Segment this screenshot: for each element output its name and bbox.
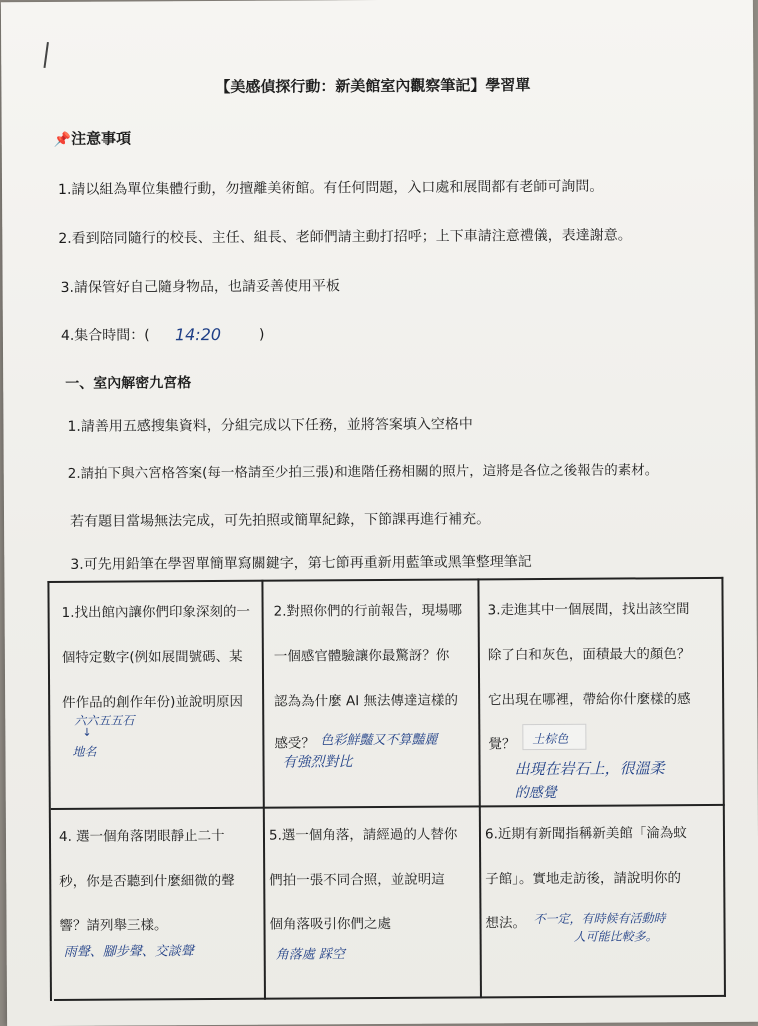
instruction-3: 3.可先用鉛筆在學習單簡單寫關鍵字，第七節再重新用藍筆或黑筆整理筆記	[70, 554, 532, 573]
instruction-2b: 若有題目當場無法完成，可先拍照或簡單紀錄，下節課再進行補充。	[70, 511, 491, 530]
cell-2-line-3: 認為為什麼 AI 無法傳達這樣的	[274, 692, 459, 710]
cell-1-answer-2: 地名	[72, 744, 97, 759]
assembly-time-answer: 14:20	[174, 324, 222, 345]
nine-grid-table	[47, 577, 726, 1001]
grid-cell-2[interactable]	[273, 578, 474, 805]
cell-2-line-4: 感受？	[274, 735, 315, 752]
cell-3-answer-3: 的感覺	[514, 784, 557, 802]
cell-4-line-1: 4. 選一個角落閉眼靜止二十	[58, 827, 225, 845]
pencil-mark	[43, 42, 48, 68]
cell-6-line-2: 子館」。實地走訪後，請說明你的	[485, 870, 682, 888]
instruction-2: 2.請拍下與六宮格答案(每一格請至少拍三張)和進階任務相關的照片，這將是各位之後報告的素材。	[67, 462, 659, 482]
grid-cell-3[interactable]	[487, 577, 720, 804]
cell-2-line-1: 2.對照你們的行前報告，現場哪	[273, 602, 463, 620]
page-title: 【美感偵探行動：新美館室內觀察筆記】學習單	[215, 76, 531, 96]
notes-heading: 📌注意事項	[53, 129, 132, 148]
note-item-4: 4.集合時間：(	[60, 327, 150, 344]
cell-4-answer: 雨聲、腳步聲、交談聲	[63, 944, 194, 960]
worksheet-paper	[1, 0, 758, 1026]
pushpin-icon: 📌	[53, 131, 72, 148]
cell-6-answer-1: 不一定，有時候有活動時	[533, 911, 666, 927]
cell-3-line-1: 3.走進其中一個展間，找出該空間	[487, 601, 690, 619]
cell-1-answer-1: 六六五五石	[74, 713, 135, 728]
cell-6-line-3: 想法。	[485, 915, 527, 932]
note-item-3: 3.請保管好自己隨身物品，也請妥善使用平板	[60, 278, 341, 296]
cell-3-line-4: 覺？	[488, 736, 516, 753]
grid-cell-1[interactable]	[61, 580, 258, 807]
note-item-1: 1.請以組為單位集體行動，勿擅離美術館。有任何問題，入口處和展間都有老師可詢問。	[57, 178, 604, 198]
cell-5-answer: 角落處 踩空	[275, 947, 345, 963]
cell-1-line-2: 個特定數字(例如展間號碼、某	[61, 648, 243, 666]
cell-3-line-3: 它出現在哪裡，帶給你什麼樣的感	[488, 691, 691, 709]
cell-3-answer-1: 土棕色	[532, 731, 569, 747]
note-item-4-close: )	[258, 326, 265, 343]
cell-6-answer-2: 人可能比較多。	[573, 929, 658, 944]
grid-cell-6[interactable]	[485, 805, 722, 996]
cell-2-answer-2: 有強烈對比	[282, 754, 353, 771]
note-item-2: 2.看到陪同隨行的校長、主任、組長、老師們請主動打招呼；上下車請注意禮儀，表達謝意。	[58, 227, 632, 247]
cell-3-answer-2: 出現在岩石上，很溫柔	[514, 759, 665, 779]
cell-4-line-3: 響？請列舉三樣。	[59, 917, 168, 934]
cell-3-line-2: 除了白和灰色，面積最大的顏色？	[487, 646, 691, 664]
cell-2-answer-1: 色彩鮮豔又不算豔麗	[320, 732, 438, 749]
cell-4-line-2: 秒，你是否聽到什麼細微的聲	[59, 872, 235, 890]
cell-2-line-2: 一個感官體驗讓你最驚訝？你	[273, 647, 450, 665]
cell-1-answer-arrow: ↓	[82, 725, 92, 739]
cell-6-line-1: 6.近期有新聞指稱新美館「淪為蚊	[484, 825, 687, 843]
section-heading: 一、室內解密九宮格	[65, 375, 192, 392]
cell-1-line-1: 1.找出館內讓你們印象深刻的一	[61, 603, 251, 621]
grid-cell-5[interactable]	[269, 806, 476, 997]
cell-5-line-3: 個角落吸引你們之處	[269, 915, 392, 933]
grid-cell-4[interactable]	[59, 808, 260, 999]
cell-1-line-3: 件作品的創作年份)並說明原因	[62, 693, 243, 711]
cell-5-line-1: 5.選一個角落，請經過的人替你	[268, 826, 458, 844]
instruction-1: 1.請善用五感搜集資料，分組完成以下任務，並將答案填入空格中	[67, 416, 473, 435]
cell-5-line-2: 們拍一張不同合照，並說明這	[269, 871, 445, 889]
